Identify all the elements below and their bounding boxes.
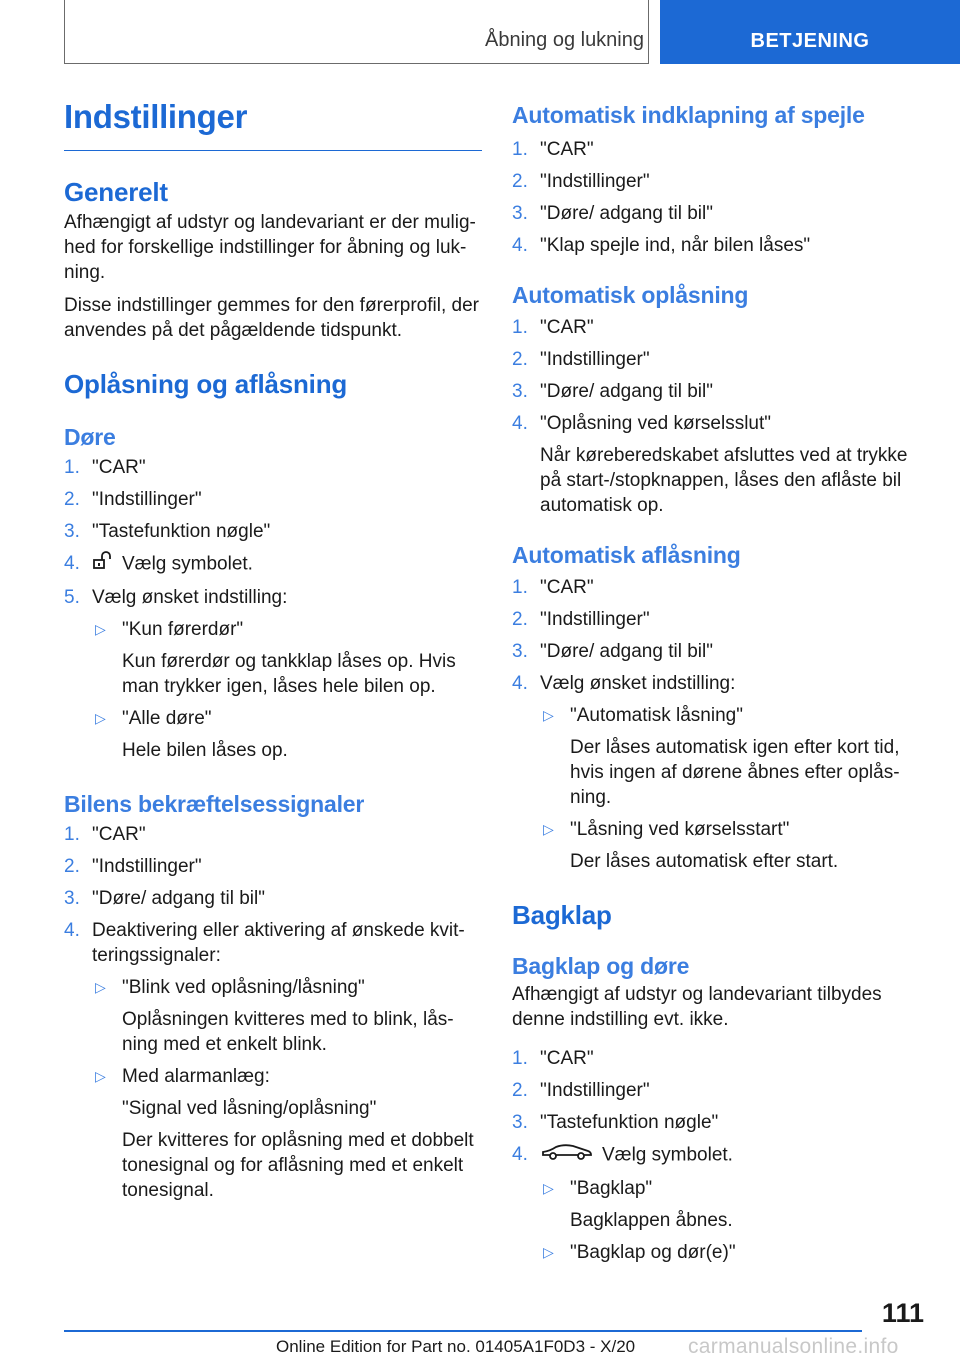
heading-automatisk-oplasning: Automatisk oplåsning [512, 282, 749, 308]
list-item: 1. "CAR" [512, 317, 594, 338]
list-item: 4. "Klap spejle ind, når bilen låses" [512, 235, 811, 256]
option-item: ▷ "Automatisk låsning" [512, 703, 922, 728]
footer-edition: Online Edition for Part no. 01405A1F0D3 - X/20 [276, 1337, 636, 1356]
triangle-bullet-icon: ▷ [543, 707, 554, 723]
header-chapter-tab [660, 0, 960, 64]
list-item: 5. Vælg ønsket indstilling: [64, 587, 288, 608]
triangle-bullet-icon: ▷ [95, 1068, 106, 1084]
heading-automatisk-aflasning: Automatisk aflåsning [512, 542, 741, 568]
triangle-bullet-icon: ▷ [543, 1244, 554, 1260]
list-item: 4. "Oplåsning ved kørselsslut" [512, 413, 772, 434]
list-item: 2. "Indstillinger" [512, 171, 650, 192]
list-item: 1. "CAR" [512, 577, 594, 598]
option-item: ▷ "Blink ved oplåsning/låsning" [64, 975, 482, 1000]
option-item: ▷ "Bagklap" [512, 1176, 922, 1201]
footer-watermark: carmanualsonline.info [688, 1335, 899, 1358]
triangle-bullet-icon: ▷ [95, 621, 106, 637]
option-description: Oplåsningen kvitteres med to blink, lås‐ning med et enkelt blink. [122, 1009, 454, 1055]
list-item: 4. Deaktivering eller aktivering af ønskede kvit‐teringssignaler: [64, 920, 465, 966]
generelt-paragraph-2: Disse indstillinger gemmes for den førerprofil, der anvendes på det pågældende tidspunkt. [64, 295, 479, 341]
list-item: 3. "Døre/ adgang til bil" [64, 888, 265, 909]
option-description: Der låses automatisk efter start. [570, 851, 839, 872]
list-item: 4. Vælg symbolet. [64, 551, 482, 578]
list-item: 2. "Indstillinger" [512, 609, 650, 630]
lock-icon [92, 551, 114, 578]
header-section-box [64, 0, 649, 64]
heading-oplasning-aflasning: Oplåsning og aflåsning [64, 369, 348, 399]
option-description: Der låses automatisk igen efter kort tid, hvis ingen af dørene åbnes efter oplås‐ning. [570, 737, 900, 808]
triangle-bullet-icon: ▷ [543, 821, 554, 837]
list-item: 3. "Tastefunktion nøgle" [64, 521, 271, 542]
heading-bagklap: Bagklap [512, 900, 612, 930]
header-section-title: Åbning og lukning [484, 29, 644, 51]
list-item: 3. "Døre/ adgang til bil" [512, 641, 713, 662]
option-description: Hele bilen låses op. [122, 740, 288, 761]
option-item: ▷ "Bagklap og dør(e)" [512, 1240, 922, 1265]
option-description: Bagklappen åbnes. [570, 1210, 733, 1231]
list-item: 3. "Døre/ adgang til bil" [512, 381, 713, 402]
car-icon [540, 1142, 594, 1169]
list-item: 3. "Tastefunktion nøgle" [512, 1112, 719, 1133]
option-item: ▷ "Alle døre" [64, 706, 482, 731]
triangle-bullet-icon: ▷ [543, 1180, 554, 1196]
option-item: ▷ Med alarmanlæg: [64, 1064, 482, 1089]
triangle-bullet-icon: ▷ [95, 979, 106, 995]
bagklap-intro: Afhængigt af udstyr og landevariant tilbydes denne indstilling evt. ikke. [512, 984, 882, 1030]
heading-spejle: Automatisk indklapning af spejle [512, 102, 865, 128]
list-item: 1. "CAR" [512, 1048, 594, 1069]
option-description: Der kvitteres for oplåsning med et dobbelt tonesignal og for aflåsning med et enkelt tonesignal. [122, 1130, 474, 1201]
list-item: 4. Vælg ønsket indstilling: [512, 673, 736, 694]
footer-divider [64, 1330, 862, 1332]
heading-bekraeftelsessignaler: Bilens bekræftelsessignaler [64, 791, 365, 817]
list-item: 2. "Indstillinger" [512, 349, 650, 370]
heading-dore: Døre [64, 424, 116, 450]
list-item: 2. "Indstillinger" [64, 856, 202, 877]
list-item: 1. "CAR" [64, 824, 146, 845]
option-item: ▷ "Kun førerdør" [64, 617, 482, 642]
option-item: ▷ "Låsning ved kørselsstart" [512, 817, 922, 842]
heading-bagklap-dore: Bagklap og døre [512, 953, 690, 979]
list-item: 4. Vælg symbolet. [512, 1142, 922, 1169]
list-item: 2. "Indstillinger" [64, 489, 202, 510]
option-description: Kun førerdør og tankklap låses op. Hvis man trykker igen, låses hele bilen op. [122, 651, 456, 697]
list-item: 1. "CAR" [64, 457, 146, 478]
page-number: 111 [881, 1298, 924, 1328]
list-item: 2. "Indstillinger" [512, 1080, 650, 1101]
generelt-paragraph-1: Afhængigt af udstyr og landevariant er der mulig‐hed for forskellige indstillinger for åbning og luk‐ning. [64, 212, 476, 283]
left-column [64, 98, 482, 1203]
page-title: Indstillinger [64, 98, 482, 151]
step-note: Når køreberedskabet afsluttes ved at trykke på start-/stopknappen, låses den aflåste bil automatisk op. [540, 445, 908, 516]
triangle-bullet-icon: ▷ [95, 710, 106, 726]
right-column [512, 102, 922, 1265]
heading-generelt: Generelt [64, 177, 168, 207]
header-chapter-title: BETJENING [750, 30, 870, 52]
list-item: 3. "Døre/ adgang til bil" [512, 203, 713, 224]
list-item: 1. "CAR" [512, 139, 594, 160]
option-description: "Signal ved låsning/oplåsning" [122, 1098, 377, 1119]
